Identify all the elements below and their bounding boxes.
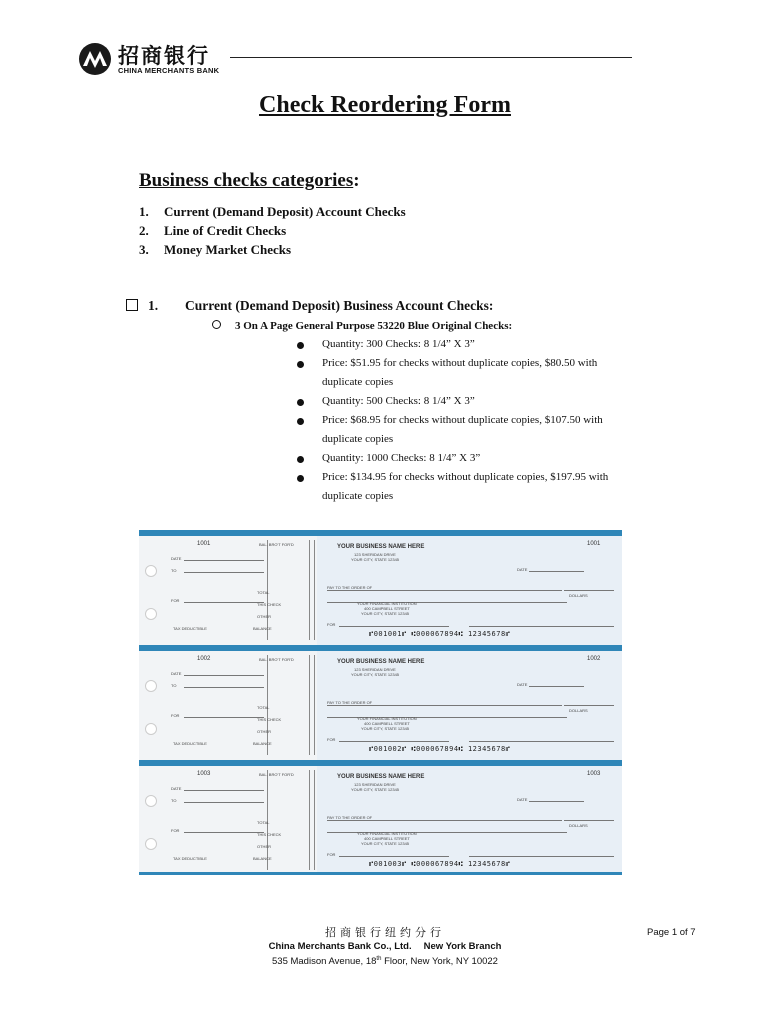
stub-divider (314, 770, 315, 870)
check-stub (139, 645, 317, 760)
footer-company (0, 941, 770, 952)
category-number: 2. (139, 223, 149, 238)
check-date-line (529, 686, 584, 687)
logo-chinese-text: 招商银行 (118, 44, 210, 68)
stub-total-label: TOTAL (257, 820, 270, 825)
stub-for-label: FOR (171, 598, 180, 603)
stub-balance-label: BALANCE (253, 741, 272, 746)
micr-line: ⑈001003⑈ ⑆000067894⑆ 12345678⑈ (369, 860, 511, 868)
memo-line (339, 626, 449, 627)
bullet-dot-icon (297, 456, 304, 463)
stub-tax-label: TAX DEDUCTIBLE (173, 626, 207, 631)
stub-bal-fwd-label: BAL. BRO'T FOR'D (259, 772, 294, 777)
bank-logo (78, 40, 248, 80)
pay-to-line (327, 705, 562, 706)
bullet-continuation: duplicate copies (322, 490, 394, 502)
bullet-text: Quantity: 1000 Checks: 8 1/4” X 3” (322, 452, 481, 464)
category-label: Current (Demand Deposit) Account Checks (164, 204, 406, 219)
check-number: 1001 (587, 541, 601, 547)
memo-label: FOR (327, 622, 336, 627)
micr-line: ⑈001002⑈ ⑆000067894⑆ 12345678⑈ (369, 745, 511, 753)
pay-to-line (327, 820, 562, 821)
bank-address-2: YOUR CITY, STATE 12345 (361, 611, 410, 616)
bullet-text: Price: $134.95 for checks without duplicate copies, $197.95 with (322, 471, 609, 483)
stub-to-line (184, 572, 264, 573)
amount-box (564, 820, 614, 821)
check-top-band (139, 760, 622, 766)
stub-other-label: OTHER (257, 614, 271, 619)
stub-check-number: 1002 (197, 656, 211, 662)
stub-this-check-label: THIS CHECK (257, 602, 282, 607)
footer-company-name: China Merchants Bank Co., Ltd. (268, 941, 412, 952)
stub-to-line (184, 687, 264, 688)
stub-for-label: FOR (171, 828, 180, 833)
section-1-checkbox[interactable] (126, 299, 138, 311)
binder-hole-icon (145, 838, 157, 850)
binder-hole-icon (145, 608, 157, 620)
memo-label: FOR (327, 737, 336, 742)
stub-for-line (184, 717, 264, 718)
stub-divider (309, 540, 310, 640)
binder-hole-icon (145, 565, 157, 577)
dollars-label: DOLLARS (569, 593, 588, 598)
stub-to-line (184, 802, 264, 803)
check-date-line (529, 801, 584, 802)
stub-divider (309, 770, 310, 870)
category-number: 3. (139, 242, 149, 257)
check-sample-image (139, 530, 622, 876)
footer-address-street: 535 Madison Avenue, 18 (272, 956, 377, 968)
section-1-title: Current (Demand Deposit) Business Account Checks: (185, 298, 494, 313)
check-bottom-band (139, 872, 622, 875)
business-name: YOUR BUSINESS NAME HERE (337, 774, 425, 780)
check-date-label: DATE (517, 797, 528, 802)
stub-check-number: 1001 (197, 541, 211, 547)
check-top-band (139, 530, 622, 536)
page-number: Page 1 of 7 (647, 927, 696, 938)
amount-box (564, 705, 614, 706)
bullet-dot-icon (297, 418, 304, 425)
stub-date-line (184, 675, 264, 676)
hollow-circle-bullet-icon (212, 320, 221, 329)
business-address-2: YOUR CITY, STATE 12345 (351, 557, 400, 562)
stub-total-label: TOTAL (257, 705, 270, 710)
dollars-label: DOLLARS (569, 708, 588, 713)
bank-name: YOUR FINANCIAL INSTITUTION (357, 601, 417, 606)
stub-balance-label: BALANCE (253, 626, 272, 631)
categories-heading-colon: : (353, 170, 360, 191)
stub-this-check-label: THIS CHECK (257, 717, 282, 722)
stub-check-number: 1003 (197, 771, 211, 777)
stub-bal-fwd-label: BAL. BRO'T FOR'D (259, 542, 294, 547)
header-divider (230, 57, 632, 58)
memo-line (339, 856, 449, 857)
business-name: YOUR BUSINESS NAME HERE (337, 659, 425, 665)
stub-for-label: FOR (171, 713, 180, 718)
stub-other-label: OTHER (257, 844, 271, 849)
check-date-label: DATE (517, 682, 528, 687)
stub-divider (314, 655, 315, 755)
subsection-heading (212, 320, 512, 332)
pay-to-label: PAY TO THE ORDER OF (327, 700, 373, 705)
categories-heading-text: Business checks categories (139, 170, 354, 191)
check-top-band (139, 645, 622, 651)
amount-box (564, 590, 614, 591)
section-1-number: 1. (148, 298, 159, 313)
stub-tax-label: TAX DEDUCTIBLE (173, 856, 207, 861)
bullet-continuation: duplicate copies (322, 433, 394, 445)
category-label: Line of Credit Checks (164, 223, 287, 238)
check-number: 1002 (587, 656, 601, 662)
footer-address-sup: th (376, 956, 382, 962)
bank-address-1: 400 CAMPBELL STREET (364, 836, 410, 841)
page-title: Check Reordering Form (259, 92, 511, 118)
logo-english-text: CHINA MERCHANTS BANK (118, 66, 220, 75)
footer-address-city: Floor, New York, NY 10022 (381, 956, 498, 968)
stub-bal-fwd-label: BAL. BRO'T FOR'D (259, 657, 294, 662)
bullet-continuation: duplicate copies (322, 376, 394, 388)
check-stub (139, 530, 317, 645)
stub-divider (309, 655, 310, 755)
bullet-text: Price: $68.95 for checks without duplicate copies, $107.50 with (322, 414, 603, 426)
stub-to-label: TO (171, 798, 177, 803)
stub-total-label: TOTAL (257, 590, 270, 595)
binder-hole-icon (145, 680, 157, 692)
stub-for-line (184, 602, 264, 603)
china-merchants-bank-logo-icon (78, 42, 112, 76)
business-address-2: YOUR CITY, STATE 12345 (351, 672, 400, 677)
stub-date-label: DATE (171, 671, 182, 676)
stub-for-line (184, 832, 264, 833)
check-number: 1003 (587, 771, 601, 777)
bullet-dot-icon (297, 342, 304, 349)
business-address-2: YOUR CITY, STATE 12345 (351, 787, 400, 792)
category-item (139, 204, 406, 220)
check-date-label: DATE (517, 567, 528, 572)
bank-name: YOUR FINANCIAL INSTITUTION (357, 716, 417, 721)
business-name: YOUR BUSINESS NAME HERE (337, 544, 425, 550)
category-number: 1. (139, 204, 149, 219)
pay-to-line (327, 590, 562, 591)
bank-address-2: YOUR CITY, STATE 12345 (361, 841, 410, 846)
stub-divider (314, 540, 315, 640)
stub-to-label: TO (171, 568, 177, 573)
signature-line (469, 741, 614, 742)
signature-line (469, 856, 614, 857)
bullet-dot-icon (297, 361, 304, 368)
category-label: Money Market Checks (164, 242, 292, 257)
business-address-1: 123 SHERIDAN DRIVE (354, 782, 396, 787)
bank-address-1: 400 CAMPBELL STREET (364, 606, 410, 611)
stub-balance-label: BALANCE (253, 856, 272, 861)
category-item (139, 242, 291, 258)
pay-to-label: PAY TO THE ORDER OF (327, 585, 373, 590)
bullet-dot-icon (297, 399, 304, 406)
categories-heading (139, 170, 360, 192)
bank-address-1: 400 CAMPBELL STREET (364, 721, 410, 726)
stub-this-check-label: THIS CHECK (257, 832, 282, 837)
memo-label: FOR (327, 852, 336, 857)
bullet-text: Quantity: 500 Checks: 8 1/4” X 3” (322, 395, 475, 407)
business-address-1: 123 SHERIDAN DRIVE (354, 552, 396, 557)
bullet-dot-icon (297, 475, 304, 482)
stub-date-label: DATE (171, 556, 182, 561)
footer-address (0, 956, 770, 967)
signature-line (469, 626, 614, 627)
memo-line (339, 741, 449, 742)
category-item (139, 223, 286, 239)
business-address-1: 123 SHERIDAN DRIVE (354, 667, 396, 672)
bank-address-2: YOUR CITY, STATE 12345 (361, 726, 410, 731)
micr-line: ⑈001001⑈ ⑆000067894⑆ 12345678⑈ (369, 630, 511, 638)
subsection-title: 3 On A Page General Purpose 53220 Blue Original Checks: (235, 320, 513, 332)
footer-chinese-branch: 招商银行纽约分行 (325, 926, 445, 939)
dollars-label: DOLLARS (569, 823, 588, 828)
check-stub (139, 760, 317, 875)
binder-hole-icon (145, 795, 157, 807)
check-date-line (529, 571, 584, 572)
pay-to-label: PAY TO THE ORDER OF (327, 815, 373, 820)
binder-hole-icon (145, 723, 157, 735)
stub-date-line (184, 790, 264, 791)
stub-tax-label: TAX DEDUCTIBLE (173, 741, 207, 746)
bullet-text: Price: $51.95 for checks without duplicate copies, $80.50 with (322, 357, 598, 369)
stub-date-label: DATE (171, 786, 182, 791)
bullet-text: Quantity: 300 Checks: 8 1/4” X 3” (322, 338, 475, 350)
stub-other-label: OTHER (257, 729, 271, 734)
section-1-heading (126, 298, 493, 314)
stub-to-label: TO (171, 683, 177, 688)
stub-date-line (184, 560, 264, 561)
bank-name: YOUR FINANCIAL INSTITUTION (357, 831, 417, 836)
footer-branch-name: New York Branch (423, 941, 502, 952)
